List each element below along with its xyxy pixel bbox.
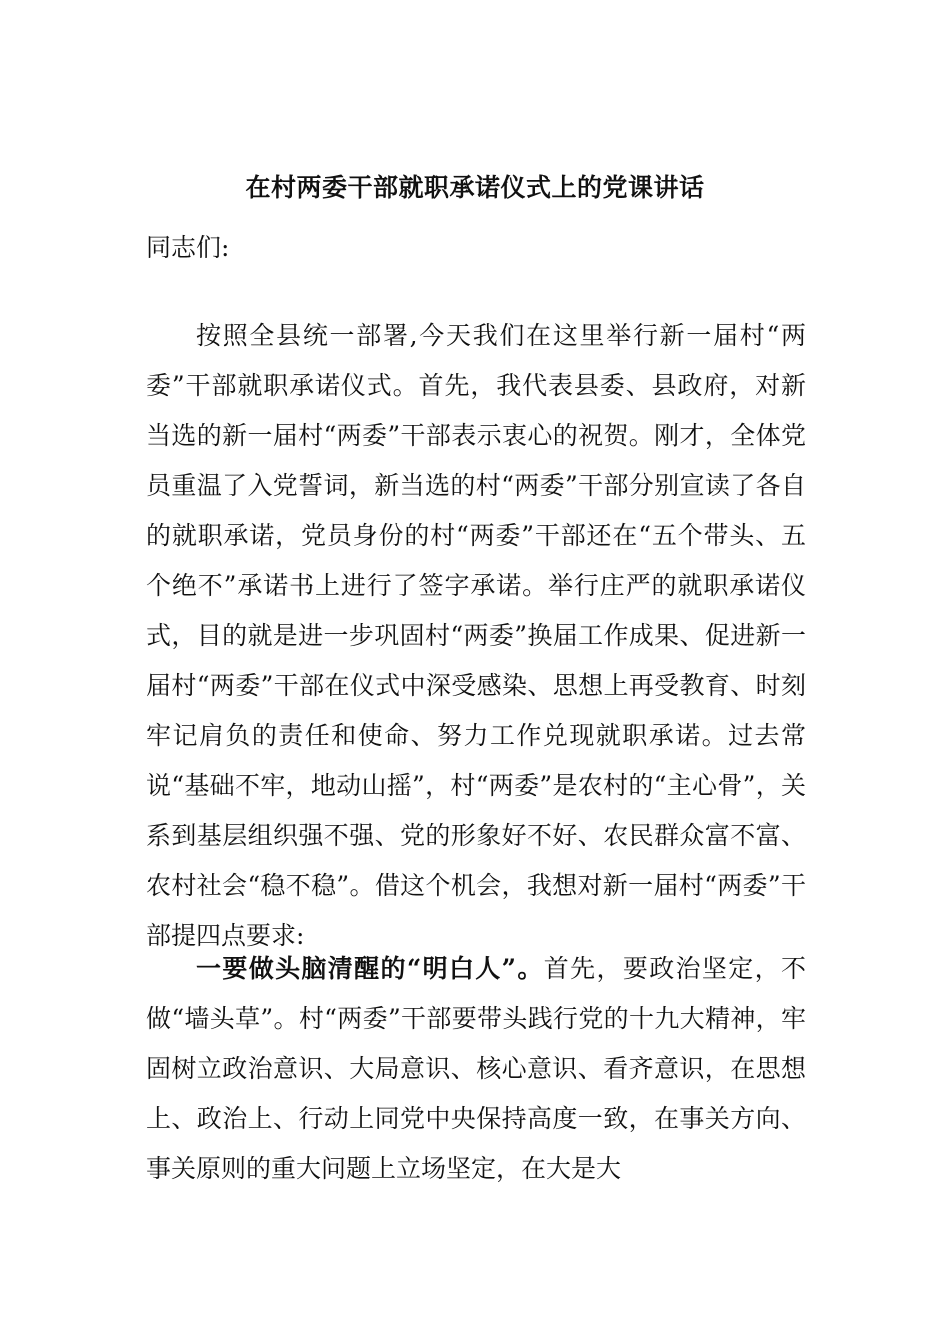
paragraph-lead-heading: 一要做头脑清醒的“明白人”。 xyxy=(196,954,544,983)
paragraph-text: 首先，要政治坚定，不做“墙头草”。村“两委”干部要带头践行党的十九大精神，牢固树立政治意识、大局意识、核心意识、看齐意识，在思想上、政治上、行动上同党中央保持高度一致，在事关方向、事关原则的重大问题上立场坚定，在大是大 xyxy=(146,954,806,1183)
paragraph-opening xyxy=(146,311,806,961)
salutation: 同志们: xyxy=(146,233,230,262)
paragraph-requirement-one xyxy=(146,944,806,1194)
paragraph-text: 按照全县统一部署,今天我们在这里举行新一届村“两委”干部就职承诺仪式。首先，我代表县委、县政府，对新当选的新一届村“两委”干部表示衷心的祝贺。刚才，全体党员重温了入党誓词，新当选的村“两委”干部分别宣读了各自的就职承诺，党员身份的村“两委”干部还在“五个带头、五个绝不”承诺书上进行了签字承诺。举行庄严的就职承诺仪式，目的就是进一步巩固村“两委”换届工作成果、促进新一届村“两委”干部在仪式中深受感染、思想上再受教育、时刻牢记肩负的责任和使命、努力工作兑现就职承诺。过去常说“基础不牢，地动山摇”，村“两委”是农村的“主心骨”，关系到基层组织强不强、党的形象好不好、农民群众富不富、农村社会“稳不稳”。借这个机会，我想对新一届村“两委”干部提四点要求: xyxy=(146,321,806,950)
document-title: 在村两委干部就职承诺仪式上的党课讲话 xyxy=(245,173,705,202)
